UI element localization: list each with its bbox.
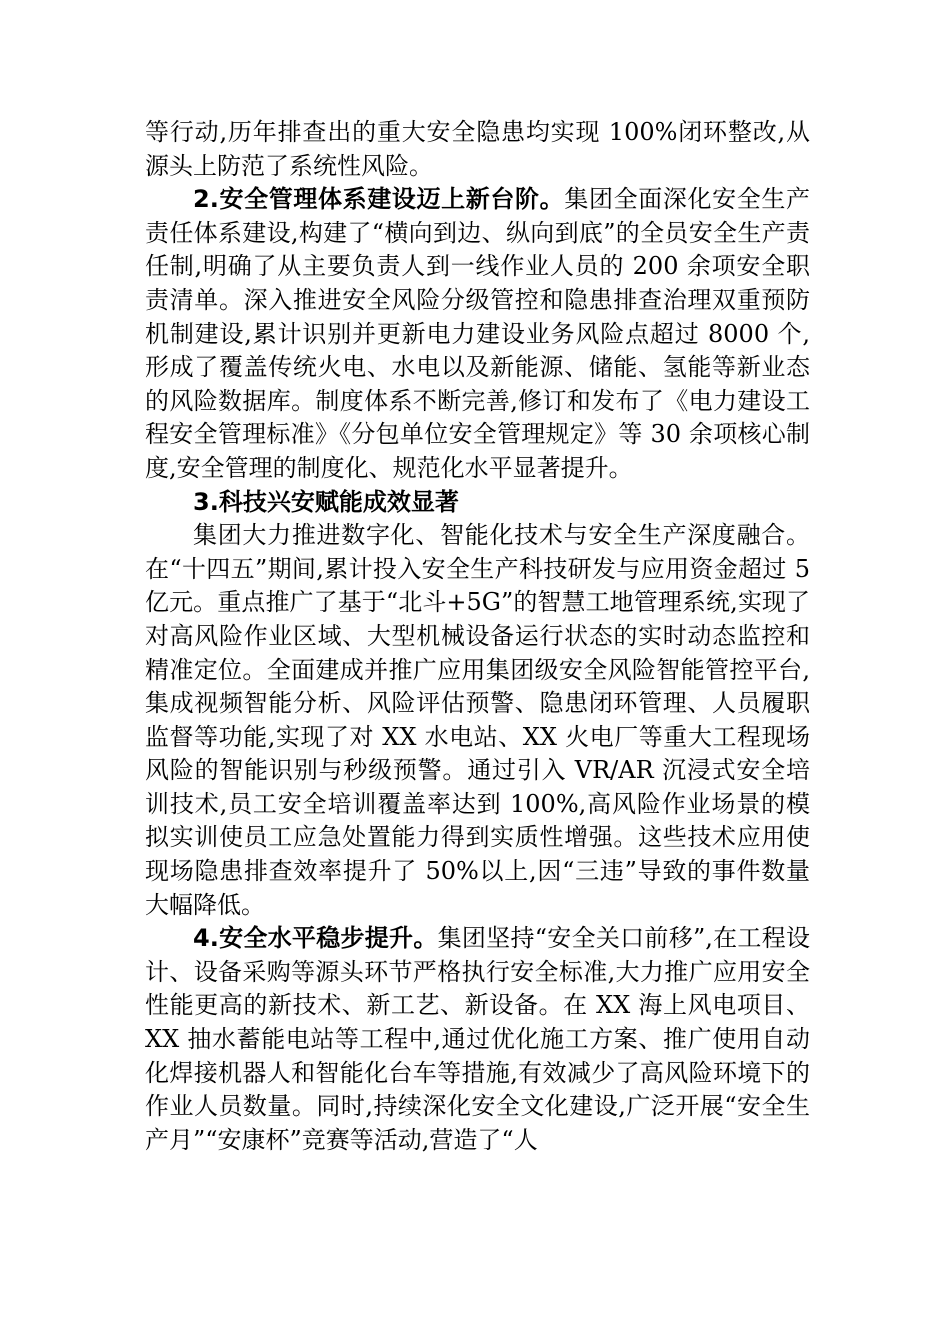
paragraph-text: 集团大力推进数字化、智能化技术与安全生产深度融合。在“十四五”期间,累计投入安全生产科技研发与应用资金超过 5 亿元。重点推广了基于“北斗+5G”的智慧工地管理系统,实现了对高风险作业区域、大型机械设备运行状态的实时动态监控和精准定位。全面建成并推广应用集团级安全风险智能管控平台,集成视频智能分析、风险评估预警、隐患闭环管理、人员履职监督等功能,实现了对 XX 水电站、XX 火电厂等重大工程现场风险的智能识别与秒级预警。通过引入 VR/AR 沉浸式安全培训技术,员工安全培训覆盖率达到 100%,高风险作业场景的模拟实训使员工应急处置能力得到实质性增强。这些技术应用使现场隐患排查效率提升了 50%以上,因“三违”导致的事件数量大幅降低。 — [145, 521, 810, 919]
section-heading-technology — [145, 486, 810, 520]
section-heading: 4.安全水平稳步提升。 — [193, 924, 438, 953]
paragraph-continuation — [145, 116, 810, 183]
document-body — [145, 116, 810, 1157]
paragraph-text: 集团全面深化安全生产责任体系建设,构建了“横向到边、纵向到底”的全员安全生产责任制,明确了从主要负责人到一线作业人员的 200 余项安全职责清单。深入推进安全风险分级管控和隐患排查治理双重预防机制建设,累计识别并更新电力建设业务风险点超过 8000 个,形成了覆盖传统火电、水电以及新能源、储能、氢能等新业态的风险数据库。制度体系不断完善,修订和发布了《电力建设工程安全管理标准》《分包单位安全管理规定》等 30 余项核心制度,安全管理的制度化、规范化水平显著提升。 — [145, 185, 811, 482]
paragraph-technology — [145, 519, 810, 922]
paragraph-safety-management-system — [145, 183, 810, 485]
paragraph-text: 等行动,历年排查出的重大安全隐患均实现 100%闭环整改,从源头上防范了系统性风险。 — [145, 118, 810, 180]
paragraph-safety-level — [145, 922, 810, 1157]
paragraph-text: 集团坚持“安全关口前移”,在工程设计、设备采购等源头环节严格执行安全标准,大力推广应用安全性能更高的新技术、新工艺、新设备。在 XX 海上风电项目、XX 抽水蓄能电站等工程中,通过优化施工方案、推广使用自动化焊接机器人和智能化台车等措施,有效减少了高风险环境下的作业人员数量。同时,持续深化安全文化建设,广泛开展“安全生产月”“安康杯”竞赛等活动,营造了“人 — [145, 924, 810, 1154]
section-heading: 3.科技兴安赋能成效显著 — [193, 487, 459, 516]
section-heading: 2.安全管理体系建设迈上新台阶。 — [193, 185, 565, 214]
